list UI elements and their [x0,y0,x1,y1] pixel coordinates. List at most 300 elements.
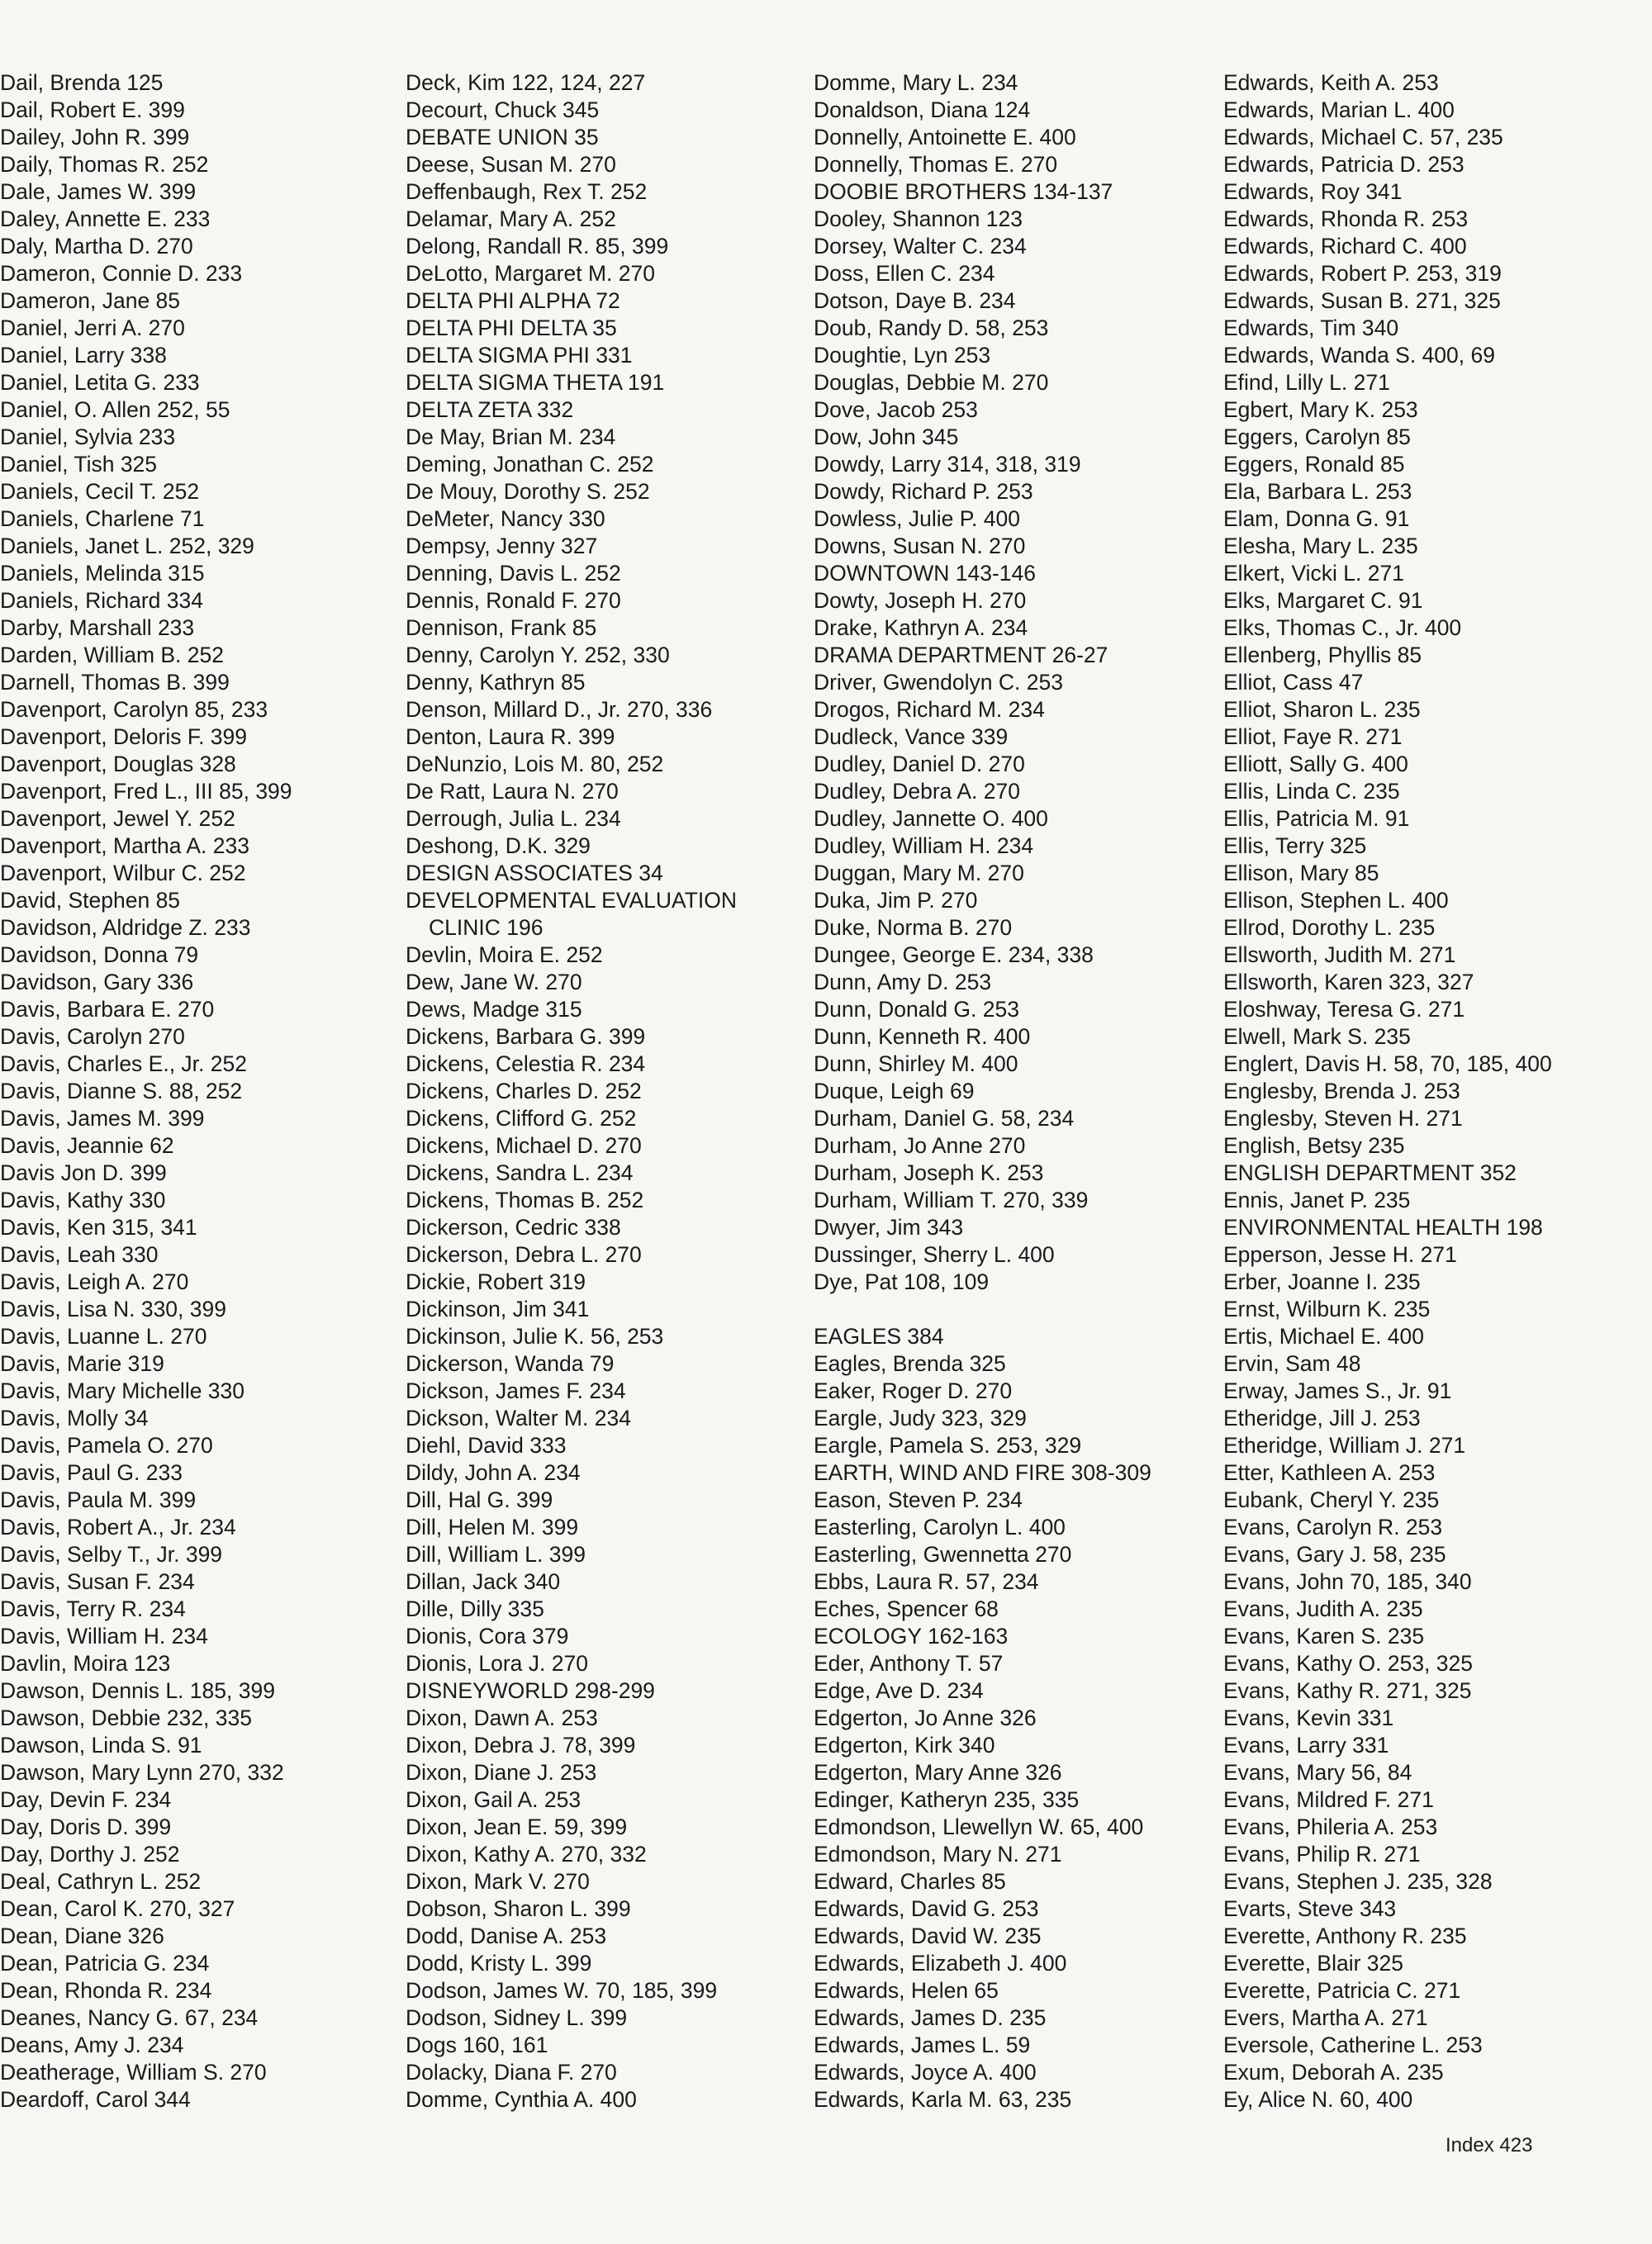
index-entry: Davis, James M. 399 [0,1106,205,1131]
index-entry: DOWNTOWN 143-146 [814,561,1036,586]
index-entry: Evans, Stephen J. 235, 328 [1223,1869,1493,1894]
index-entry: Edwards, Joyce A. 400 [814,2060,1037,2085]
index-entry: Evans, Philip R. 271 [1223,1842,1421,1867]
index-entry: Dowdy, Larry 314, 318, 319 [814,452,1081,477]
index-entry: Deffenbaugh, Rex T. 252 [406,179,648,204]
index-entry: Dawson, Debbie 232, 335 [0,1706,252,1730]
index-entry: DISNEYWORLD 298-299 [406,1678,655,1703]
index-entry: Eggers, Carolyn 85 [1223,425,1411,449]
index-entry: Daniel, Jerri A. 270 [0,315,185,340]
index-entry: Dungee, George E. 234, 338 [814,942,1094,967]
index-entry: Edgerton, Kirk 340 [814,1733,995,1758]
index-entry: English, Betsy 235 [1223,1133,1405,1158]
index-entry: David, Stephen 85 [0,888,181,913]
index-entry: Elliot, Sharon L. 235 [1223,697,1421,722]
index-entry: Dudley, Debra A. 270 [814,779,1020,804]
index-entry: Dodson, Sidney L. 399 [406,2005,628,2030]
index-entry: Evans, Judith A. 235 [1223,1596,1423,1621]
index-entry: Ellison, Mary 85 [1223,861,1379,885]
index-entry: Daily, Thomas R. 252 [0,152,209,177]
index-entry: Dickens, Charles D. 252 [406,1079,642,1103]
index-entry: Edmondson, Mary N. 271 [814,1842,1062,1867]
index-entry: Dixon, Mark V. 270 [406,1869,590,1894]
index-entry: Decourt, Chuck 345 [406,97,600,122]
index-entry: Donaldson, Diana 124 [814,97,1031,122]
index-entry: Dunn, Kenneth R. 400 [814,1024,1031,1049]
index-entry: Elesha, Mary L. 235 [1223,534,1418,558]
index-entry: Dowdy, Richard P. 253 [814,479,1033,504]
index-entry: Daniels, Charlene 71 [0,506,205,531]
index-entry: CLINIC 196 [429,915,544,940]
index-entry: Day, Dorthy J. 252 [0,1842,180,1867]
index-entry: Dunn, Shirley M. 400 [814,1051,1018,1076]
index-entry: Deardoff, Carol 344 [0,2087,191,2112]
index-entry: Eason, Steven P. 234 [814,1487,1023,1512]
index-column-3 [814,69,1151,2114]
index-entry: Dickson, Walter M. 234 [406,1406,631,1430]
index-entry: Etheridge, William J. 271 [1223,1433,1466,1458]
index-entry: Dolacky, Diana F. 270 [406,2060,617,2085]
index-entry: Edmondson, Llewellyn W. 65, 400 [814,1815,1144,1839]
index-entry: Domme, Mary L. 234 [814,70,1018,95]
index-entry: Englesby, Brenda J. 253 [1223,1079,1460,1103]
index-entry: Driver, Gwendolyn C. 253 [814,670,1063,695]
index-entry: Dickerson, Debra L. 270 [406,1242,642,1267]
index-entry: Davis, Leigh A. 270 [0,1269,189,1294]
index-entry: Evans, Mildred F. 271 [1223,1787,1434,1812]
index-entry: Eggers, Ronald 85 [1223,452,1405,477]
index-entry: Erway, James S., Jr. 91 [1223,1378,1452,1403]
index-entry: Davis, Kathy 330 [0,1188,166,1212]
index-entry: DeLotto, Margaret M. 270 [406,261,655,286]
index-entry: Doub, Randy D. 58, 253 [814,315,1049,340]
index-entry: Dale, James W. 399 [0,179,197,204]
index-entry: Edwards, Robert P. 253, 319 [1223,261,1502,286]
index-entry: Eches, Spencer 68 [814,1596,999,1621]
index-entry: Dowless, Julie P. 400 [814,506,1020,531]
index-entry: DESIGN ASSOCIATES 34 [406,861,663,885]
index-entry: Dixon, Diane J. 253 [406,1760,597,1785]
index-entry: Dorsey, Walter C. 234 [814,234,1027,259]
index-entry: Davis, Paul G. 233 [0,1460,183,1485]
index-entry: Dudleck, Vance 339 [814,724,1009,749]
index-entry: Dawson, Linda S. 91 [0,1733,202,1758]
index-entry: Drake, Kathryn A. 234 [814,615,1028,640]
index-entry: Dill, Hal G. 399 [406,1487,553,1512]
index-entry: Elliot, Faye R. 271 [1223,724,1403,749]
index-entry: DEBATE UNION 35 [406,125,599,149]
index-entry: Evans, Karen S. 235 [1223,1624,1425,1649]
index-entry: Ellenberg, Phyllis 85 [1223,643,1422,667]
index-entry: Englesby, Steven H. 271 [1223,1106,1463,1131]
index-entry: Dwyer, Jim 343 [814,1215,964,1240]
index-entry: Durham, Daniel G. 58, 234 [814,1106,1075,1131]
index-entry: Edwards, Wanda S. 400, 69 [1223,343,1495,368]
index-entry: Duka, Jim P. 270 [814,888,978,913]
index-entry: Ervin, Sam 48 [1223,1351,1361,1376]
index-entry: Easterling, Gwennetta 270 [814,1542,1072,1567]
index-entry: ECOLOGY 162-163 [814,1624,1009,1649]
index-entry: Duggan, Mary M. 270 [814,861,1024,885]
index-entry: Etheridge, Jill J. 253 [1223,1406,1421,1430]
index-entry: Dail, Robert E. 399 [0,97,185,122]
index-entry: Davis, Ken 315, 341 [0,1215,197,1240]
index-entry: Davis, Pamela O. 270 [0,1433,213,1458]
index-entry: Dudley, Daniel D. 270 [814,752,1025,776]
index-entry: Darby, Marshall 233 [0,615,195,640]
index-entry: Dameron, Connie D. 233 [0,261,243,286]
index-entry: Darden, William B. 252 [0,643,224,667]
index-entry: Dotson, Daye B. 234 [814,288,1016,313]
index-entry: Denny, Kathryn 85 [406,670,586,695]
index-entry: Dailey, John R. 399 [0,125,190,149]
index-entry: Dionis, Cora 379 [406,1624,569,1649]
index-entry: EARTH, WIND AND FIRE 308-309 [814,1460,1151,1485]
index-entry: Dudley, William H. 234 [814,833,1034,858]
index-entry: Duque, Leigh 69 [814,1079,975,1103]
index-entry: Evans, Mary 56, 84 [1223,1760,1412,1785]
index-entry: Evarts, Steve 343 [1223,1896,1397,1921]
index-entry: Dean, Diane 326 [0,1924,164,1948]
index-entry: Davis, Jeannie 62 [0,1133,174,1158]
index-entry: Davis, Molly 34 [0,1406,149,1430]
index-entry: Davis Jon D. 399 [0,1160,167,1185]
index-entry: Derrough, Julia L. 234 [406,806,621,831]
index-entry: Etter, Kathleen A. 253 [1223,1460,1436,1485]
index-entry: Dove, Jacob 253 [814,397,978,422]
index-entry: Edwards, Patricia D. 253 [1223,152,1464,177]
index-entry: Edwards, Rhonda R. 253 [1223,206,1469,231]
index-entry: Dickinson, Julie K. 56, 253 [406,1324,664,1349]
index-entry: Dickson, James F. 234 [406,1378,626,1403]
index-entry: Davidson, Gary 336 [0,970,194,994]
index-entry: Denning, Davis L. 252 [406,561,621,586]
index-entry: Elks, Margaret C. 91 [1223,588,1423,613]
index-entry: Elliott, Sally G. 400 [1223,752,1408,776]
index-entry: Davis, Lisa N. 330, 399 [0,1297,226,1321]
index-entry: Dickens, Thomas B. 252 [406,1188,644,1212]
index-entry: Davenport, Fred L., III 85, 399 [0,779,292,804]
index-entry: Davlin, Moira 123 [0,1651,171,1676]
index-entry: Dill, Helen M. 399 [406,1515,579,1539]
index-entry: Evers, Martha A. 271 [1223,2005,1428,2030]
index-entry: Efind, Lilly L. 271 [1223,370,1390,395]
index-entry: Dickinson, Jim 341 [406,1297,590,1321]
index-entry: Everette, Anthony R. 235 [1223,1924,1467,1948]
index-entry: Evans, Carolyn R. 253 [1223,1515,1443,1539]
index-entry: Day, Doris D. 399 [0,1815,172,1839]
index-entry: Dille, Dilly 335 [406,1596,544,1621]
index-entry: Downs, Susan N. 270 [814,534,1026,558]
index-entry: Dean, Patricia G. 234 [0,1951,210,1976]
index-entry: Evans, Phileria A. 253 [1223,1815,1438,1839]
index-entry: DELTA PHI ALPHA 72 [406,288,620,313]
index-entry: Denny, Carolyn Y. 252, 330 [406,643,670,667]
index-entry: Edinger, Katheryn 235, 335 [814,1787,1080,1812]
index-entry: Elliot, Cass 47 [1223,670,1364,695]
index-entry: Ellsworth, Judith M. 271 [1223,942,1456,967]
index-entry: DEVELOPMENTAL EVALUATION [406,888,738,913]
index-entry: Diehl, David 333 [406,1433,567,1458]
index-entry: Dussinger, Sherry L. 400 [814,1242,1055,1267]
index-entry: Daley, Annette E. 233 [0,206,211,231]
index-entry: Edwards, Susan B. 271, 325 [1223,288,1501,313]
index-entry: Eaker, Roger D. 270 [814,1378,1013,1403]
index-entry: Ebbs, Laura R. 57, 234 [814,1569,1039,1594]
index-entry: Ellis, Linda C. 235 [1223,779,1400,804]
index-entry: Dickens, Celestia R. 234 [406,1051,646,1076]
index-entry: Ellsworth, Karen 323, 327 [1223,970,1474,994]
index-entry: Daniel, Larry 338 [0,343,167,368]
index-entry: Davenport, Carolyn 85, 233 [0,697,268,722]
index-entry: DELTA ZETA 332 [406,397,574,422]
index-entry: Davis, Paula M. 399 [0,1487,197,1512]
index-entry: Dodson, James W. 70, 185, 399 [406,1978,718,2003]
index-entry: Davis, William H. 234 [0,1624,208,1649]
index-entry: Daniel, O. Allen 252, 55 [0,397,230,422]
index-entry: Everette, Blair 325 [1223,1951,1404,1976]
index-entry: Dixon, Debra J. 78, 399 [406,1733,636,1758]
index-entry: Edwards, Marian L. 400 [1223,97,1455,122]
index-entry: Deanes, Nancy G. 67, 234 [0,2005,259,2030]
index-entry: Daniel, Tish 325 [0,452,158,477]
index-entry: Denton, Laura R. 399 [406,724,615,749]
index-entry: Darnell, Thomas B. 399 [0,670,230,695]
index-entry: Eagles, Brenda 325 [814,1351,1006,1376]
index-entry: Dogs 160, 161 [406,2033,548,2057]
index-entry: Dunn, Amy D. 253 [814,970,992,994]
index-entry: Dowty, Joseph H. 270 [814,588,1027,613]
index-entry: Davis, Terry R. 234 [0,1596,186,1621]
index-entry: DOOBIE BROTHERS 134-137 [814,179,1113,204]
index-entry: Edward, Charles 85 [814,1869,1006,1894]
index-entry: EAGLES 384 [814,1324,944,1349]
index-entry: Dennison, Frank 85 [406,615,597,640]
index-entry: De May, Brian M. 234 [406,425,616,449]
index-entry: Ennis, Janet P. 235 [1223,1188,1411,1212]
index-entry: Dixon, Jean E. 59, 399 [406,1815,628,1839]
index-entry: Davidson, Donna 79 [0,942,199,967]
index-column-1 [0,69,292,2114]
index-entry: Daniels, Melinda 315 [0,561,205,586]
index-entry: Delamar, Mary A. 252 [406,206,616,231]
index-entry: Dixon, Dawn A. 253 [406,1706,598,1730]
index-entry: Elks, Thomas C., Jr. 400 [1223,615,1462,640]
index-entry: DELTA SIGMA THETA 191 [406,370,665,395]
index-entry: Davenport, Jewel Y. 252 [0,806,235,831]
index-entry: Edwards, Elizabeth J. 400 [814,1951,1067,1976]
index-entry: Edwards, James D. 235 [814,2005,1047,2030]
index-entry: Dillan, Jack 340 [406,1569,561,1594]
index-entry: Davis, Marie 319 [0,1351,164,1376]
index-entry: Edwards, Keith A. 253 [1223,70,1439,95]
index-entry: Duke, Norma B. 270 [814,915,1013,940]
index-entry: Dooley, Shannon 123 [814,206,1023,231]
index-column-2 [406,69,737,2114]
index-entry: De Mouy, Dorothy S. 252 [406,479,650,504]
index-entry: Dickens, Clifford G. 252 [406,1106,637,1131]
index-entry: Dickens, Michael D. 270 [406,1133,642,1158]
index-entry: Erber, Joanne I. 235 [1223,1269,1421,1294]
index-entry: Dempsy, Jenny 327 [406,534,598,558]
index-entry: Dildy, John A. 234 [406,1460,581,1485]
index-entry: Ela, Barbara L. 253 [1223,479,1412,504]
index-entry: Daniels, Richard 334 [0,588,203,613]
index-entry: Deming, Jonathan C. 252 [406,452,654,477]
index-entry: Deal, Cathryn L. 252 [0,1869,202,1894]
index-entry: Dean, Rhonda R. 234 [0,1978,212,2003]
index-entry: Elam, Donna G. 91 [1223,506,1410,531]
index-entry: Edwards, Michael C. 57, 235 [1223,125,1503,149]
index-entry: Davis, Carolyn 270 [0,1024,185,1049]
index-entry: Dill, William L. 399 [406,1542,586,1567]
index-entry: Eder, Anthony T. 57 [814,1651,1004,1676]
index-entry: Dixon, Kathy A. 270, 332 [406,1842,647,1867]
index-entry: Dudley, Jannette O. 400 [814,806,1048,831]
index-entry: Drogos, Richard M. 234 [814,697,1045,722]
index-entry: Dameron, Jane 85 [0,288,181,313]
index-entry: Deck, Kim 122, 124, 227 [406,70,646,95]
index-entry: Edwards, Helen 65 [814,1978,999,2003]
index-entry: ENVIRONMENTAL HEALTH 198 [1223,1215,1543,1240]
index-entry: Edge, Ave D. 234 [814,1678,984,1703]
index-entry: Daniel, Letita G. 233 [0,370,200,395]
index-entry: Deans, Amy J. 234 [0,2033,184,2057]
index-entry: Davis, Dianne S. 88, 252 [0,1079,243,1103]
index-entry: Deshong, D.K. 329 [406,833,591,858]
index-entry: Davenport, Martha A. 233 [0,833,249,858]
index-entry: Daniels, Cecil T. 252 [0,479,200,504]
index-entry: Edwards, Tim 340 [1223,315,1399,340]
index-entry: Doughtie, Lyn 253 [814,343,991,368]
index-entry: Ellrod, Dorothy L. 235 [1223,915,1436,940]
index-entry: Ernst, Wilburn K. 235 [1223,1297,1431,1321]
index-entry: Ertis, Michael E. 400 [1223,1324,1425,1349]
index-entry: Edwards, Richard C. 400 [1223,234,1467,259]
index-entry: Evans, John 70, 185, 340 [1223,1569,1472,1594]
index-entry: Delong, Randall R. 85, 399 [406,234,669,259]
index-entry: DRAMA DEPARTMENT 26-27 [814,643,1108,667]
index-entry: Davis, Luanne L. 270 [0,1324,207,1349]
index-entry: DeNunzio, Lois M. 80, 252 [406,752,664,776]
index-entry: Dail, Brenda 125 [0,70,164,95]
index-entry: Dionis, Lora J. 270 [406,1651,588,1676]
index-entry: Davenport, Deloris F. 399 [0,724,248,749]
index-entry: Durham, Jo Anne 270 [814,1133,1026,1158]
index-entry: Edwards, David G. 253 [814,1896,1039,1921]
index-entry: Durham, Joseph K. 253 [814,1160,1044,1185]
index-entry: Eubank, Cheryl Y. 235 [1223,1487,1440,1512]
index-entry: Doss, Ellen C. 234 [814,261,995,286]
index-entry: Davis, Susan F. 234 [0,1569,195,1594]
index-entry: Ellison, Stephen L. 400 [1223,888,1449,913]
index-entry: Ey, Alice N. 60, 400 [1223,2087,1413,2112]
index-entry: Dickerson, Cedric 338 [406,1215,621,1240]
index-entry: Edwards, Karla M. 63, 235 [814,2087,1072,2112]
index-entry: Evans, Kevin 331 [1223,1706,1394,1730]
index-entry: ENGLISH DEPARTMENT 352 [1223,1160,1517,1185]
index-entry: Davis, Barbara E. 270 [0,997,215,1022]
index-entry: Daly, Martha D. 270 [0,234,193,259]
index-entry: Denson, Millard D., Jr. 270, 336 [406,697,713,722]
index-entry: Dickie, Robert 319 [406,1269,586,1294]
index-entry: Dickens, Barbara G. 399 [406,1024,646,1049]
index-entry: Easterling, Carolyn L. 400 [814,1515,1066,1539]
index-entry: Dixon, Gail A. 253 [406,1787,582,1812]
index-entry: Day, Devin F. 234 [0,1787,172,1812]
index-entry: DeMeter, Nancy 330 [406,506,605,531]
index-entry: Daniels, Janet L. 252, 329 [0,534,254,558]
index-entry: Dennis, Ronald F. 270 [406,588,621,613]
index-entry: Dye, Pat 108, 109 [814,1269,990,1294]
index-entry: Deese, Susan M. 270 [406,152,616,177]
index-entry: Elkert, Vicki L. 271 [1223,561,1404,586]
index-entry: Evans, Kathy O. 253, 325 [1223,1651,1473,1676]
index-entry: Devlin, Moira E. 252 [406,942,603,967]
index-entry: Dickens, Sandra L. 234 [406,1160,634,1185]
index-entry: Domme, Cynthia A. 400 [406,2087,637,2112]
index-entry: Epperson, Jesse H. 271 [1223,1242,1457,1267]
page-footer: Index 423 [1446,2134,1533,2156]
index-entry: Evans, Larry 331 [1223,1733,1389,1758]
index-entry: Edwards, Roy 341 [1223,179,1403,204]
index-entry: Davis, Leah 330 [0,1242,159,1267]
index-entry: Dodd, Kristy L. 399 [406,1951,592,1976]
index-entry: Davis, Selby T., Jr. 399 [0,1542,223,1567]
index-entry: Dawson, Dennis L. 185, 399 [0,1678,275,1703]
index-entry: Elwell, Mark S. 235 [1223,1024,1411,1049]
index-entry: Douglas, Debbie M. 270 [814,370,1049,395]
index-entry: Dodd, Danise A. 253 [406,1924,607,1948]
index-entry: Deatherage, William S. 270 [0,2060,267,2085]
index-entry: Davidson, Aldridge Z. 233 [0,915,251,940]
index-entry: Durham, William T. 270, 339 [814,1188,1089,1212]
index-entry: Dickerson, Wanda 79 [406,1351,615,1376]
index-entry: Ellis, Patricia M. 91 [1223,806,1410,831]
index-entry: Edwards, David W. 235 [814,1924,1042,1948]
index-entry: Englert, Davis H. 58, 70, 185, 400 [1223,1051,1552,1076]
index-entry: Ellis, Terry 325 [1223,833,1367,858]
index-entry: Edwards, James L. 59 [814,2033,1031,2057]
index-entry: Eargle, Judy 323, 329 [814,1406,1027,1430]
index-entry: Evans, Gary J. 58, 235 [1223,1542,1446,1567]
index-entry: De Ratt, Laura N. 270 [406,779,619,804]
index-entry: Evans, Kathy R. 271, 325 [1223,1678,1472,1703]
index-entry: Eloshway, Teresa G. 271 [1223,997,1465,1022]
index-entry: Dobson, Sharon L. 399 [406,1896,631,1921]
index-entry: Daniel, Sylvia 233 [0,425,176,449]
index-entry: Dew, Jane W. 270 [406,970,582,994]
index-entry: Donnelly, Antoinette E. 400 [814,125,1076,149]
index-entry: Davis, Robert A., Jr. 234 [0,1515,236,1539]
index-entry: Eversole, Catherine L. 253 [1223,2033,1483,2057]
index-entry: Egbert, Mary K. 253 [1223,397,1418,422]
index-entry: Donnelly, Thomas E. 270 [814,152,1058,177]
index-entry: DELTA SIGMA PHI 331 [406,343,633,368]
index-entry: DELTA PHI DELTA 35 [406,315,617,340]
index-entry: Davenport, Douglas 328 [0,752,236,776]
index-entry: Everette, Patricia C. 271 [1223,1978,1461,2003]
index-entry: Dawson, Mary Lynn 270, 332 [0,1760,284,1785]
index-entry: Edgerton, Mary Anne 326 [814,1760,1062,1785]
index-entry: Davis, Charles E., Jr. 252 [0,1051,247,1076]
index-entry: Dunn, Donald G. 253 [814,997,1019,1022]
index-entry: Dow, John 345 [814,425,959,449]
index-entry: Dews, Madge 315 [406,997,582,1022]
index-entry: Edgerton, Jo Anne 326 [814,1706,1037,1730]
index-entry: Exum, Deborah A. 235 [1223,2060,1444,2085]
index-column-4 [1223,69,1552,2114]
